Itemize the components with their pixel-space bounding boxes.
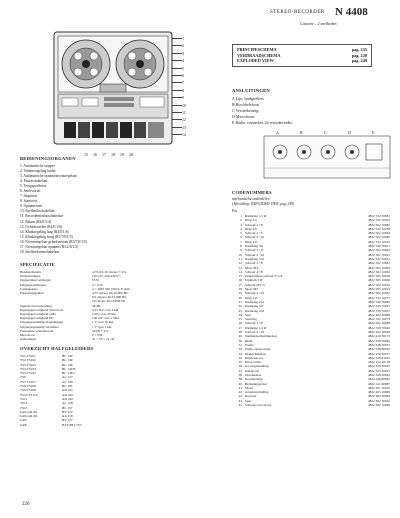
semiconductor-ref: TS9-TS109 (20, 388, 36, 393)
code-description: Schroef 3 ×8 (245, 261, 263, 266)
code-number: 4822 530 70083 (367, 299, 390, 304)
connector-label: D (348, 130, 351, 135)
code-position: 29 (238, 334, 242, 339)
code-position: 44 (238, 398, 242, 403)
code-description: Kopveer (245, 394, 257, 399)
code-description: Lipklem 5 Ø (245, 278, 263, 283)
control-item: 7. Stoptoets (20, 194, 37, 199)
spec-value: 19 cm/sec 40-18.000 Hz (92, 299, 126, 304)
semiconductor-type: BZY 88 C7V5 (62, 422, 82, 427)
code-description: Schroef M3×5 (245, 282, 265, 287)
code-position: 10 (238, 252, 242, 257)
figure-callout: 5 (182, 65, 184, 71)
spec-key: Frequentiegebied (20, 291, 44, 296)
code-description: Schroef 4 ×10 (245, 330, 265, 335)
spec-key: Uitgangsspanning versterker (20, 324, 59, 329)
code-number: 4822 528 70033 (367, 342, 390, 347)
control-item: 12. Balans (R4/0/1/4) (20, 219, 52, 224)
figure-callout: 3 (182, 50, 184, 56)
spec-key: Uitgangsspanning diodeuitgang (20, 320, 64, 325)
code-number: 4822 530 70021 (367, 244, 390, 249)
code-description: Afremverbinding (245, 390, 269, 395)
figure-callout: 14 (182, 132, 186, 138)
spec-value: 100 mV over 1 MΩ (92, 316, 119, 321)
semiconductor-ref: TS11 (20, 396, 28, 401)
semiconductor-type: AC 127 (62, 375, 73, 380)
control-item: 15. Klankregeling hoog (R5/7/0/1/5) (20, 234, 73, 239)
spec-key: Opgenomen vermogen (20, 278, 51, 283)
code-position: 14 (238, 269, 242, 274)
callout-leader (172, 119, 182, 120)
reference-page: pag. 235 (351, 47, 367, 52)
reference-label: VERDRAADSCHEMA (237, 52, 281, 58)
code-number: 4822 505 10005 (367, 265, 390, 270)
callout-leader (172, 80, 184, 86)
code-description: Ring 4 Ø (245, 295, 258, 300)
semiconductor-type: AC 128 (62, 401, 73, 406)
connections-title: ANSLUITINGEN (232, 88, 270, 93)
semiconductor-type: BY 127 (62, 418, 73, 423)
subtitle: Cassette – 2 snelheden (300, 21, 337, 26)
code-number: 4822 528 80052 (367, 347, 390, 352)
code-number: 4822 502 10034 (367, 282, 390, 287)
code-number: 4822 532 10222 (367, 239, 390, 244)
spec-key: Microfoon (20, 333, 35, 338)
spec-key: Netspanningen (20, 274, 41, 279)
code-number: 4822 276 10077 (367, 351, 390, 356)
code-number: 4822 535 40031 (367, 368, 390, 373)
semiconductors-table (20, 354, 140, 427)
code-position: 38 (238, 372, 242, 377)
code-number: 4822 502 10061 (367, 248, 390, 253)
code-position: 5 (240, 231, 242, 236)
semiconductor-ref: TS6 (20, 375, 26, 380)
code-description: Riem (245, 338, 253, 343)
semiconductor-type: BC 149 (62, 358, 73, 363)
code-description: Kopmontage (245, 377, 263, 382)
code-number: 4822 502 10057 (367, 291, 390, 296)
code-description: Veerring (245, 317, 257, 322)
spec-key: Afmetingen (20, 337, 37, 342)
code-description: Schroef 3 ×10 (245, 291, 265, 296)
code-number: 4822 492 30064 (367, 394, 390, 399)
code-number: 4822 530 70041 (367, 304, 390, 309)
code-description: Veer (245, 398, 252, 403)
code-position: 9 (240, 248, 242, 253)
callout-leader (172, 50, 184, 56)
code-description: Rubberen rol (245, 355, 263, 360)
code-description: As-vergrendeling (245, 364, 269, 369)
code-position: 26 (238, 321, 242, 326)
code-position: 34 (238, 355, 242, 360)
spec-value: 9,5 cm/sec 40-15.000 Hz (92, 295, 126, 300)
code-description: Schroef 3 ×10 (245, 252, 265, 257)
spec-value: 0,25 mV over 2 kΩ (92, 307, 119, 312)
code-description: Knop rechts (245, 360, 262, 365)
callout-leader (172, 65, 184, 71)
semiconductor-type: BC 149 (62, 354, 73, 358)
semiconductor-ref: GR2-GR102 (20, 414, 38, 419)
code-number: 4822 502 10021 (367, 252, 390, 257)
connector-diagram (262, 130, 392, 182)
code-description: Klemring 3,0 (245, 304, 264, 309)
code-number: 4822 528 81032 (367, 355, 390, 360)
control-item: 18. Snelheidsomschakelaar (20, 249, 60, 254)
reference-row (237, 58, 367, 64)
figure-callout: 9 (182, 95, 184, 101)
connection-item: D Microfoons (232, 114, 255, 119)
spec-value: 110-127-220-240 V~ (92, 274, 121, 279)
code-row (224, 403, 390, 407)
code-position: 33 (238, 351, 242, 356)
code-number: 4822 502 10089 (367, 321, 390, 326)
tape-recorder-figure (50, 30, 178, 150)
code-position: 43 (238, 394, 242, 399)
code-description: Schroef 4 ×5 (245, 231, 263, 236)
code-number: 4822 492 30069 (367, 312, 390, 317)
semiconductor-type: AD 162 (62, 392, 73, 397)
connection-item: A Lijn, luidsprekers (232, 96, 264, 101)
semiconductor-ref: TS8-TS108 (20, 384, 36, 389)
spec-key: Ingangsgevoeligheid PU (20, 316, 54, 321)
control-item: 16. Niveauregelaar geluidsniveau (R5/7/0/1/5) (20, 239, 87, 244)
code-position: 15 (238, 274, 242, 279)
code-position: 28 (238, 330, 242, 335)
connections-list (232, 96, 292, 126)
code-number: 4822 532 10201 (367, 218, 390, 223)
code-position: 23 (238, 308, 242, 313)
code-description: Snelheidsomschakelaar (245, 334, 277, 339)
figure-callout: 2 (182, 43, 184, 49)
semiconductor-type: AD 161 (62, 388, 73, 393)
spec-value: 4,75-9,5-19 cm/sec ± 2% (92, 270, 127, 274)
spec-value: 50 Hz ± 2% (92, 328, 109, 333)
semiconductors-title: OVERZICHT HALFGELEIDERS (20, 346, 94, 351)
code-position: 36 (238, 364, 242, 369)
callout-leader (172, 43, 184, 49)
control-item: 2. Volumeregeling luider (20, 169, 56, 174)
code-number: 4822 502 10064 (367, 231, 390, 236)
semiconductor-type: AC 128 (62, 379, 73, 384)
figure-callout: 7 (182, 80, 184, 86)
control-item: 17. Niveauregelaar opname (R1/2/0/1/2) (20, 244, 79, 249)
code-description: Inslagvoet (245, 368, 260, 373)
code-number: 4822 502 10056 (367, 330, 390, 335)
callout-leader (172, 127, 182, 128)
reference-label: EXPLODED VIEW (237, 58, 274, 64)
code-number: 4822 532 50081 (367, 214, 390, 218)
code-number: 4822 410 30172 (367, 334, 390, 339)
control-item: 9. Opnametoets (20, 204, 43, 209)
code-number: 4822 530 70042 (367, 325, 390, 330)
semiconductor-type: AA 119 (62, 414, 73, 419)
code-position: 4 (240, 226, 242, 231)
controls-list (20, 164, 210, 255)
spec-value: 1 V over 1 kΩ (92, 324, 112, 329)
specs-table (20, 270, 210, 341)
semiconductor-ref: TS1-TS101 (20, 354, 36, 358)
semiconductor-type: BC 149 B (62, 366, 76, 371)
semiconductor-row (20, 423, 140, 427)
connector-label: C (324, 130, 327, 135)
semiconductor-type: BY 122 (62, 409, 73, 414)
spec-key: Ingangsgevoeligheid radio (20, 312, 57, 317)
figure-callout: 20 (129, 152, 133, 157)
control-item: 4. Pauzeschakelaar (20, 179, 48, 184)
code-position: 16 (238, 278, 242, 283)
code-number: 4822 528 30025 (367, 364, 390, 369)
code-description: Poelie (245, 342, 254, 347)
code-description: Klemring 2 Ø (245, 299, 264, 304)
code-description: Veer (245, 312, 252, 317)
connection-item: C Versterkeruitg. (232, 108, 260, 113)
code-position: 32 (238, 347, 242, 352)
tape-recorder-drawing (50, 30, 178, 150)
code-description: Drukschakelaar (245, 351, 267, 356)
spec-key: Frequentie wisselstroom (20, 328, 54, 333)
code-description: Bedieningsplaat (245, 381, 267, 386)
connection-item: B Hoofdtelefoon (232, 102, 259, 107)
callout-leader (172, 87, 184, 93)
codes-column-header: Pos. (232, 209, 239, 213)
spec-key: Ingangsgevoeligheid microfoon (20, 307, 64, 312)
page-number: 226 (22, 502, 30, 507)
code-description: Motor (245, 385, 254, 390)
code-number: 4822 502 10092 (367, 269, 390, 274)
code-number: 4822 502 10087 (367, 222, 390, 227)
callout-leader (172, 134, 182, 135)
specs-title: SPECIFICATIE (20, 262, 55, 267)
codes-table (224, 214, 390, 407)
code-position: 20 (238, 295, 242, 300)
figure-callout: 18 (111, 152, 115, 157)
spec-key: Signaal-ruisverhouding (20, 303, 52, 308)
code-description: Moer M3 (245, 287, 258, 292)
code-position: 6 (240, 235, 242, 240)
code-number: 4822 532 10273 (367, 317, 390, 322)
code-number: 4822 492 30045 (367, 398, 390, 403)
semiconductor-ref: GR3 (20, 418, 27, 423)
spec-value: 2 × 4822 240 10015, 8 ohm (92, 286, 130, 291)
callout-leader (172, 112, 182, 113)
code-number: 4822 411 60087 (368, 381, 390, 386)
code-position: 22 (238, 304, 242, 309)
semiconductor-type: AD 162 (62, 396, 73, 401)
code-position: 18 (238, 287, 242, 292)
figure-callout: 16 (93, 152, 97, 157)
code-description: Schroef 3 ×6 (245, 248, 263, 253)
code-position: 41 (238, 385, 242, 390)
controls-title: BEDIENINGSORGANEN (20, 156, 76, 161)
code-description: Moer M3 (245, 265, 258, 270)
code-position: 2 (240, 218, 242, 223)
spec-value: 2 mV over 20 kΩ (92, 312, 116, 317)
code-description: Ring 4,0 (245, 226, 257, 231)
spec-value: 55 W (92, 278, 100, 283)
control-item: 11. Recordermodusschakelaar (20, 214, 64, 219)
semiconductor-ref: GR8 (20, 422, 27, 427)
connector-panel-drawing (262, 130, 392, 182)
code-description: Klemring 3,0 (245, 244, 264, 249)
spec-value: 2 × 6 W (92, 282, 103, 287)
code-number: 4822 530 70051 (367, 308, 390, 313)
figure-callout: 4 (182, 58, 184, 64)
code-position: 19 (238, 291, 242, 296)
code-description: Klemring 1,5 Ø (245, 214, 267, 218)
code-description: Schroef 4 ×10 (245, 235, 265, 240)
callout-leader (172, 38, 182, 39)
code-description: Klemring 4 Ø (245, 308, 264, 313)
spec-row (20, 337, 210, 341)
code-number: 4822 403 10009 (367, 390, 390, 395)
code-position: 24 (238, 312, 242, 317)
code-position: 37 (238, 368, 242, 373)
figure-callout: 12 (182, 117, 186, 123)
figure-callout: 11 (182, 110, 186, 115)
connection-item: E Radio, versterker, 2e recorder-radio (232, 120, 293, 125)
code-description: Pomp-opspoelwiel (245, 347, 271, 352)
code-position: 17 (238, 282, 242, 287)
figure-callout: 13 (182, 124, 186, 130)
reference-page: pag. 249 (351, 58, 367, 64)
code-description: Ring 3,2 (245, 218, 257, 223)
code-number: 4822 528 30043 (367, 372, 390, 377)
code-position: 39 (238, 377, 242, 382)
figure-callout: 19 (120, 152, 124, 157)
model-number: N 4408 (335, 6, 368, 18)
control-item: 1. Automatische stopper (20, 164, 55, 168)
spec-value: 41 × 35 × 21 cm (92, 337, 115, 342)
code-number: 4822 505 10036 (367, 274, 390, 279)
reference-box (232, 44, 372, 67)
code-number: 4822 505 10006 (367, 278, 390, 283)
semiconductor-ref: TS3-TS103 (20, 362, 36, 367)
spec-key: Uitgangsvermogen (20, 282, 46, 287)
semiconductor-ref: TS13 (20, 405, 28, 410)
code-position: 8 (240, 244, 242, 249)
codes-subtitle: mechanische onderdelen (232, 197, 270, 201)
code-number: 4822 532 10277 (367, 295, 390, 300)
semiconductor-type: BC 107 (62, 405, 73, 410)
code-position: 3 (240, 222, 242, 227)
control-item: 8. Starttoets (20, 199, 38, 204)
semiconductor-ref: TS12 (20, 401, 28, 406)
reference-page: pag. 228 (351, 52, 367, 58)
semiconductor-ref: TS7-TS107 (20, 379, 36, 384)
control-item: 13. Geluidssterkte (R4/0/1/6) (20, 224, 63, 229)
code-number: 4822 532 10258 (367, 226, 390, 231)
code-position: 12 (238, 261, 242, 266)
product-type: STEREO-RECORDER (270, 10, 325, 15)
control-item: 6. Snelvooruit (20, 189, 41, 194)
code-position: 31 (238, 342, 242, 347)
figure-callout: 17 (102, 152, 106, 157)
code-number: 4822 361 50019 (367, 385, 390, 390)
code-position: 13 (238, 265, 242, 270)
codes-note: (Afbeelding: EXPLODED VIEW, pag. 249) (232, 202, 295, 206)
spec-value: 48 dB (92, 303, 101, 308)
spec-value: 4,75 cm/sec 60-10.000 Hz (92, 291, 128, 296)
spec-value: 2 × EM (92, 333, 103, 338)
figure-callout: 1 (182, 36, 184, 41)
figure-callout: 10 (182, 102, 186, 108)
code-position: 27 (238, 325, 242, 330)
spec-key: Bandsnelheden (20, 270, 41, 274)
code-position: 35 (238, 360, 242, 365)
callout-leader (172, 95, 184, 101)
callout-leader (172, 75, 182, 76)
code-position: 42 (238, 390, 242, 395)
spec-value: 1 V over 10 kΩ (92, 320, 114, 325)
callout-leader (172, 105, 182, 106)
code-position: 1 (240, 214, 242, 218)
control-item: 10. Snelheidsschakelaar (20, 209, 55, 214)
code-number: 4822 532 50051 (367, 256, 390, 261)
control-item: 14. Klankregeling laag (R4/0/1/6) (20, 229, 69, 234)
code-number: 4822 502 10060 (367, 235, 390, 240)
code-number: 4822 502 10066 (367, 403, 390, 408)
callout-leader (172, 58, 184, 64)
codes-title: CODENUMMERS (232, 190, 272, 195)
code-position: 7 (240, 239, 242, 244)
code-description: Klemring 1,5 Ø (245, 325, 267, 330)
semiconductor-ref: TS4-TS104 (20, 366, 36, 371)
code-description: Schroef 4 ×8 (245, 269, 263, 274)
connector-label: B (300, 130, 303, 135)
code-number: 4822 502 10081 (367, 261, 390, 266)
code-description: Klemring 3 Ø (245, 256, 264, 261)
control-item: 5. Terugspoeltoets (20, 184, 47, 189)
code-number: 4822 249 80002 (367, 377, 390, 382)
semiconductor-ref: TS5-TS105 (20, 371, 36, 376)
connector-label: A (276, 130, 279, 135)
code-position: 11 (238, 256, 242, 261)
control-item: 3. Automatische opnameniveauregelaar (20, 174, 77, 179)
code-position: 30 (238, 338, 242, 343)
figure-callout: 8 (182, 87, 184, 93)
code-position: 40 (238, 381, 242, 386)
code-description: Schroef voor motor (245, 403, 272, 408)
code-description: Schroef 4 ×8 (245, 222, 263, 227)
code-number: 4822 358 30042 (367, 338, 390, 343)
code-description: Ring 3,0 (245, 239, 257, 244)
code-position: 25 (238, 317, 242, 322)
code-number: 4822 505 10013 (367, 287, 390, 292)
code-description: Schroef 3 ×8 (245, 321, 263, 326)
figure-callout: 6 (182, 73, 184, 78)
semiconductor-type: BC 187 (62, 384, 73, 389)
semiconductor-ref: GR1-GR101 (20, 409, 38, 414)
connector-label: E (372, 130, 375, 135)
semiconductor-ref: TS10-TS110 (20, 392, 38, 397)
figure-callout: 15 (84, 152, 88, 157)
spec-key: Luidsprekers (20, 286, 38, 291)
code-number: 4822 410 20116 (368, 360, 390, 365)
semiconductor-type: BC 148 C (62, 371, 76, 376)
code-description: Zeskantmoer schroef 3×1/4 (245, 274, 283, 279)
code-description: Opwikkelas (245, 372, 262, 377)
reference-label: PRINCIPESCHEMA (237, 47, 277, 52)
semiconductor-type: BC 149 (62, 362, 73, 367)
semiconductor-ref: TS2-TS102 (20, 358, 36, 363)
code-position: 45 (238, 403, 242, 408)
code-position: 21 (238, 299, 242, 304)
